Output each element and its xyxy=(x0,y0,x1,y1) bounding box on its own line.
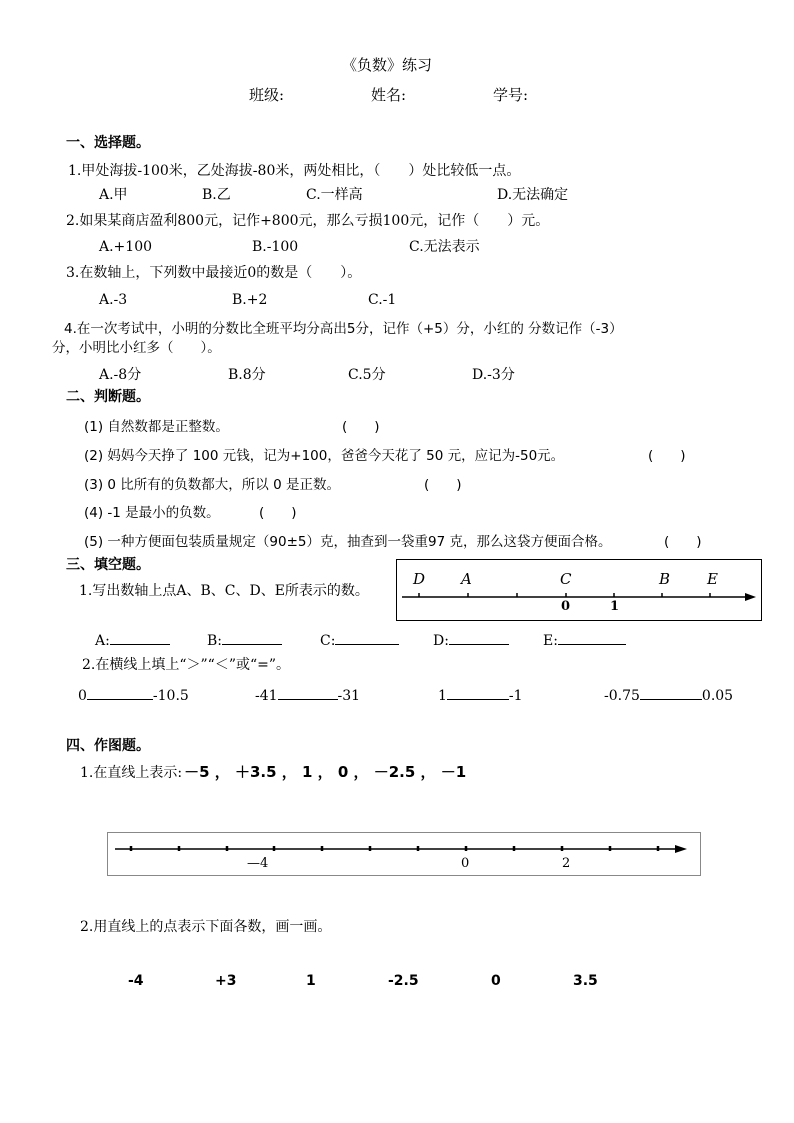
section-title-choice: 一、选择题。 xyxy=(66,135,150,151)
choice-q1-stem: 1.甲处海拔-100米，乙处海拔-80米，两处相比，（ ）处比较低一点。 xyxy=(68,163,521,179)
compare-item xyxy=(604,685,733,705)
fill-answer-a xyxy=(95,630,170,650)
axis-tick-label: 2 xyxy=(562,856,571,871)
page-title: 《负数》练习 xyxy=(342,56,433,74)
choice-q2-option: A.+100 xyxy=(99,239,153,255)
compare-right: 0.05 xyxy=(701,688,734,704)
answer-label: A: xyxy=(95,633,110,649)
compare-left: 0 xyxy=(78,688,87,704)
draw-q1-stem xyxy=(80,763,466,782)
axis-tick-label: —4 xyxy=(247,856,269,871)
compare-right: -31 xyxy=(337,688,361,704)
draw-q1-numbers: －5 ， ＋3.5 ， 1 ， 0 ， －2.5 ， －1 xyxy=(184,763,467,781)
fill-number-line-figure xyxy=(396,559,762,621)
draw-number: +3 xyxy=(215,973,237,989)
arrow-head-icon xyxy=(745,593,756,601)
choice-q4-option: C.5分 xyxy=(348,367,386,383)
compare-left: -0.75 xyxy=(604,688,640,704)
answer-blank[interactable] xyxy=(449,630,509,645)
draw-number: 1 xyxy=(306,973,316,989)
draw-number-line-figure[interactable] xyxy=(107,832,701,876)
judge-item: (2) 妈妈今天挣了 100 元钱，记为+100，爸爸今天花了 50 元，应记为-50元。 xyxy=(84,448,565,464)
answer-label: C: xyxy=(320,633,336,649)
fill-q1-stem: 1.写出数轴上点A、B、C、D、E所表示的数。 xyxy=(79,583,369,599)
choice-q1-option: D.无法确定 xyxy=(497,187,569,203)
choice-q3-option: B.+2 xyxy=(232,292,268,308)
draw-number: 3.5 xyxy=(573,973,598,989)
axis-point-letter: A xyxy=(461,570,472,588)
answer-blank[interactable] xyxy=(110,630,170,645)
draw-number: -2.5 xyxy=(388,973,419,989)
answer-label: B: xyxy=(207,633,223,649)
judge-answer-paren[interactable]: ( ) xyxy=(648,448,686,464)
answer-label: E: xyxy=(543,633,558,649)
judge-answer-paren[interactable]: ( ) xyxy=(259,505,297,521)
choice-q4-option: D.-3分 xyxy=(472,367,515,383)
compare-item xyxy=(78,685,189,705)
answer-label: D: xyxy=(433,633,449,649)
section-title-draw: 四、作图题。 xyxy=(66,738,150,754)
choice-q2-option: C.无法表示 xyxy=(409,239,480,255)
student-id-label: 学号: xyxy=(493,86,529,104)
choice-q3-option: C.-1 xyxy=(368,292,397,308)
compare-blank[interactable] xyxy=(640,685,702,700)
compare-right: -10.5 xyxy=(152,688,189,704)
compare-item xyxy=(438,685,523,705)
axis-point-letter: D xyxy=(413,570,426,588)
axis-point-letter: E xyxy=(707,570,718,588)
choice-q4-stem-line1: 4.在一次考试中，小明的分数比全班平均分高出5分，记作（+5）分，小红的 分数记作（-3） xyxy=(64,321,623,337)
draw-q1-prefix: 1.在直线上表示: xyxy=(80,765,183,781)
fill-answer-b xyxy=(207,630,282,650)
name-label: 姓名: xyxy=(371,86,407,104)
draw-number: -4 xyxy=(128,973,144,989)
figure-border xyxy=(397,560,762,621)
fill-answer-c xyxy=(320,630,399,650)
section-title-fill: 三、填空题。 xyxy=(66,557,150,573)
choice-q3-stem: 3.在数轴上，下列数中最接近0的数是（ ）。 xyxy=(66,265,362,281)
choice-q3-option: A.-3 xyxy=(99,292,128,308)
axis-tick-label: 0 xyxy=(561,599,571,614)
judge-answer-paren[interactable]: ( ) xyxy=(664,534,702,550)
choice-q4-stem-line2: 分，小明比小红多（ ）。 xyxy=(52,340,221,356)
answer-blank[interactable] xyxy=(222,630,282,645)
answer-blank[interactable] xyxy=(335,630,399,645)
figure-border xyxy=(108,833,701,876)
draw-number: 0 xyxy=(491,973,501,989)
fill-answer-d xyxy=(433,630,509,650)
choice-q1-option: A.甲 xyxy=(99,187,128,203)
choice-q1-option: C.一样高 xyxy=(306,187,363,203)
fill-q2-stem: 2.在横线上填上“＞”“＜”或“=”。 xyxy=(82,657,291,673)
choice-q2-stem: 2.如果某商店盈利800元，记作+800元，那么亏损100元，记作（ ）元。 xyxy=(66,213,550,229)
judge-answer-paren[interactable]: ( ) xyxy=(424,477,462,493)
section-title-judge: 二、判断题。 xyxy=(66,389,150,405)
compare-blank[interactable] xyxy=(278,685,338,700)
choice-q4-option: A.-8分 xyxy=(99,367,142,383)
judge-answer-paren[interactable]: ( ) xyxy=(342,419,380,435)
choice-q2-option: B.-100 xyxy=(252,239,299,255)
axis-point-letter: B xyxy=(659,570,671,588)
axis-tick-label: 1 xyxy=(610,599,620,614)
judge-item: (4) -1 是最小的负数。 xyxy=(84,505,220,521)
judge-item: (3) 0 比所有的负数都大，所以 0 是正数。 xyxy=(84,477,340,493)
compare-right: -1 xyxy=(508,688,523,704)
draw-q2-stem: 2.用直线上的点表示下面各数，画一画。 xyxy=(80,919,332,935)
class-label: 班级: xyxy=(249,86,285,104)
axis-point-letter: C xyxy=(560,570,572,588)
compare-item xyxy=(255,685,360,705)
fill-answer-e xyxy=(543,630,626,650)
compare-blank[interactable] xyxy=(87,685,153,700)
answer-blank[interactable] xyxy=(558,630,626,645)
judge-item: (5) 一种方便面包装质量规定（90±5）克，抽查到一袋重97 克，那么这袋方便面合格。 xyxy=(84,534,612,550)
compare-blank[interactable] xyxy=(447,685,509,700)
choice-q4-option: B.8分 xyxy=(228,367,266,383)
arrow-head-icon xyxy=(675,845,687,853)
choice-q1-option: B.乙 xyxy=(202,187,231,203)
compare-left: -41 xyxy=(255,688,278,704)
judge-item: (1) 自然数都是正整数。 xyxy=(84,419,229,435)
compare-left: 1 xyxy=(438,688,447,704)
axis-tick-label: 0 xyxy=(461,856,470,871)
